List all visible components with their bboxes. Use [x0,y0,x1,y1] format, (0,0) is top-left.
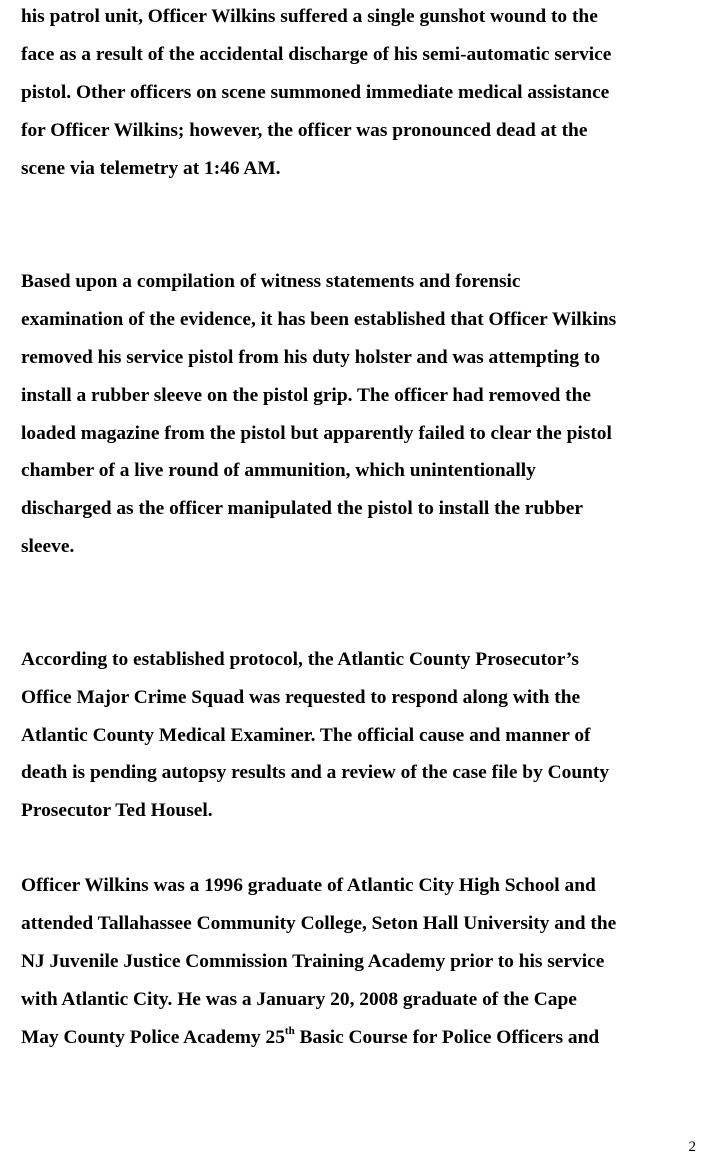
text-line: Officer Wilkins was a 1996 graduate of Atlantic City High School and [21,875,596,896]
text-line: Atlantic County Medical Examiner. The official cause and manner of [21,725,591,746]
text-line: According to established protocol, the Atlantic County Prosecutor’s [21,649,579,670]
text-line: sleeve. [21,536,75,557]
text-line: examination of the evidence, it has been established that Officer Wilkins [21,309,617,330]
superscript: th [284,1024,295,1037]
text-line: for Officer Wilkins; however, the officer was pronounced dead at the [21,120,588,141]
text-segment: May County Police Academy 25 [21,1027,285,1048]
text-line: chamber of a live round of ammunition, which unintentionally [21,460,536,481]
text-line: Office Major Crime Squad was requested to respond along with the [21,687,581,708]
text-line: NJ Juvenile Justice Commission Training Academy prior to his service [21,951,605,972]
text-line: install a rubber sleeve on the pistol grip. The officer had removed the [21,385,592,406]
text-line: attended Tallahassee Community College, Seton Hall University and the [21,913,617,934]
text-line: loaded magazine from the pistol but apparently failed to clear the pistol [21,423,612,444]
text-line: his patrol unit, Officer Wilkins suffered a single gunshot wound to the [21,6,598,27]
text-line: pistol. Other officers on scene summoned immediate medical assistance [21,82,610,103]
text-line: face as a result of the accidental discharge of his semi-automatic service [21,44,612,65]
text-line [21,1026,599,1050]
text-line: scene via telemetry at 1:46 AM. [21,158,281,179]
page-number: 2 [688,1139,696,1155]
text-line: removed his service pistol from his duty holster and was attempting to [21,347,601,368]
text-line: Prosecutor Ted Housel. [21,800,213,821]
text-segment: Basic Course for Police Officers and [294,1027,600,1048]
text-line: death is pending autopsy results and a review of the case file by County [21,762,610,783]
text-line: Based upon a compilation of witness statements and forensic [21,271,521,292]
text-line: discharged as the officer manipulated the pistol to install the rubber [21,498,583,519]
text-line: with Atlantic City. He was a January 20, 2008 graduate of the Cape [21,989,577,1010]
